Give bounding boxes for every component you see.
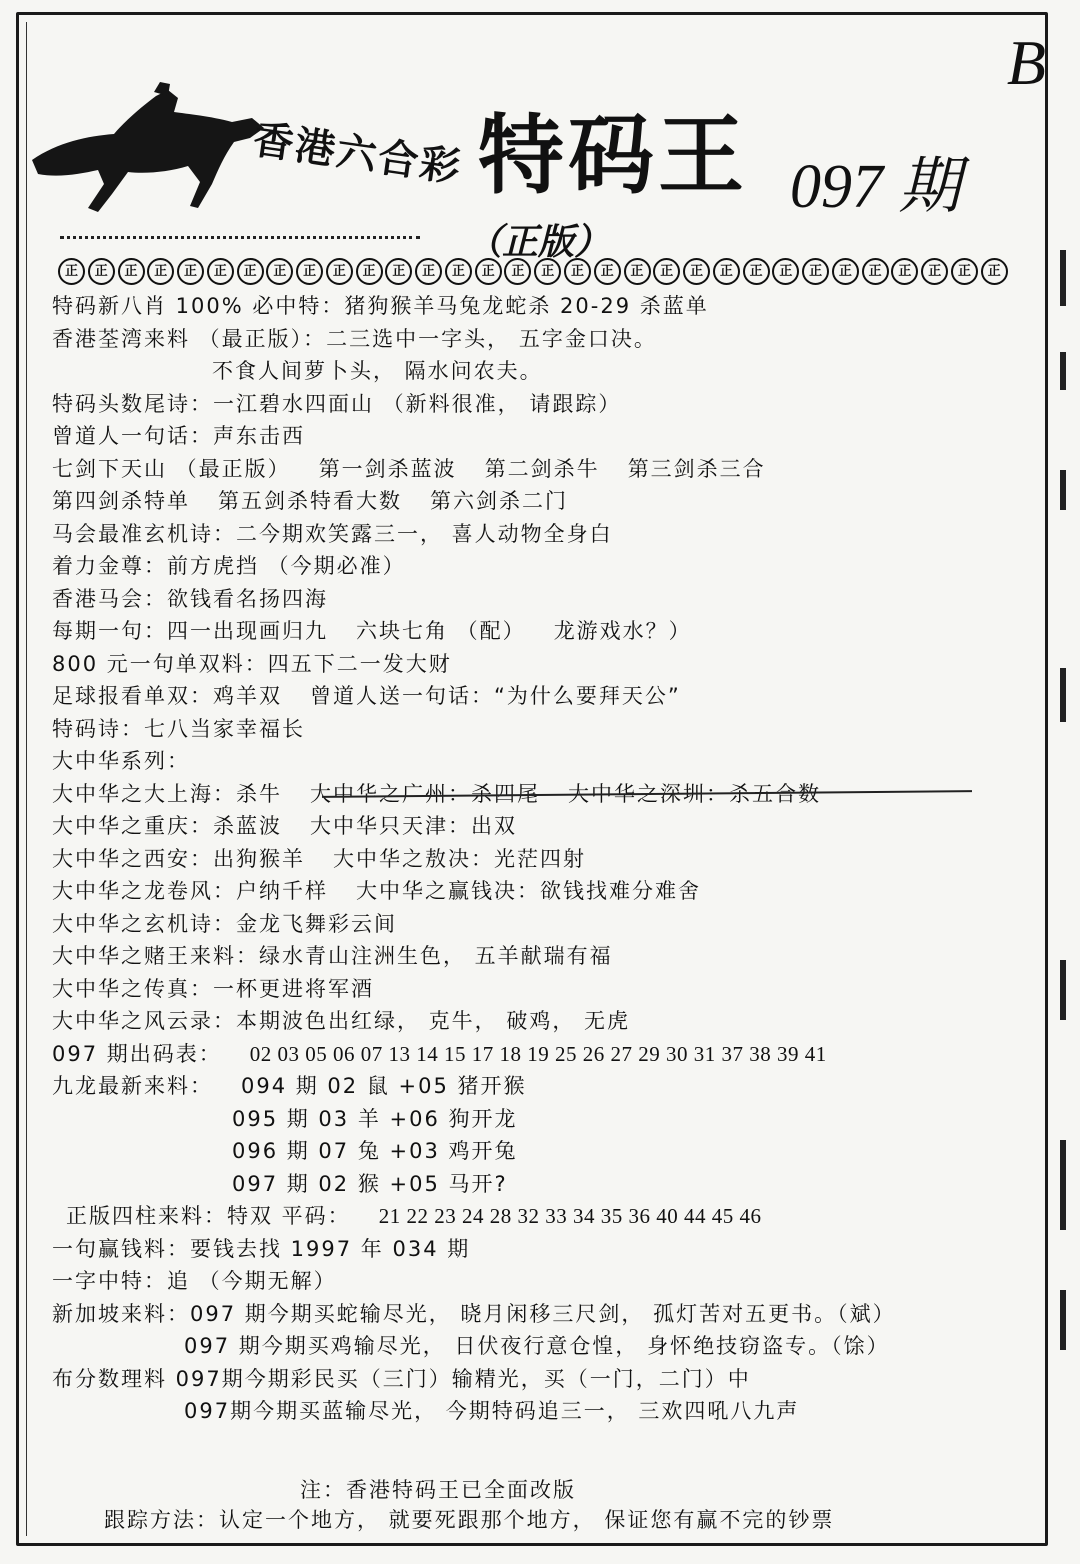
line-segment: 大中华之广州：杀四尾 [310,781,540,806]
line-segment: 097 期 02 猴 +05 马开? [232,1171,508,1196]
line-segment: 新加坡来料：097 期今期买蛇输尽光， 晓月闲移三尺剑， 孤灯苦对五更书。（斌） [52,1301,896,1326]
text-line [52,1395,1012,1428]
zheng-stamp-icon: 正 [862,258,889,285]
zheng-stamp-icon: 正 [981,258,1008,285]
zheng-stamp-icon: 正 [177,258,204,285]
line-segment: 曾道人送一句话：“为什么要拜天公” [310,684,681,708]
zheng-stamp-icon: 正 [921,258,948,285]
line-segment: 每期一句：四一出现画归九 [52,619,328,643]
zheng-stamp-icon: 正 [237,258,264,285]
line-segment: 大中华之赢钱决：欲钱找难分难舍 [356,879,701,903]
line-segment: 大中华之重庆：杀蓝波 [52,814,282,838]
text-line [52,1168,1012,1201]
line-segment: 龙游戏水？） [553,619,692,643]
line-segment: 第二剑杀牛 [484,456,600,481]
line-segment: 大中华之赌王来料：绿水青山注洲生色， 五羊献瑞有福 [52,944,613,968]
line-segment: 不食人间萝卜头， 隔水问农夫。 [212,359,543,383]
scan-edge-mark [1060,1290,1066,1350]
footer-method: 跟踪方法：认定一个地方， 就要死跟那个地方， 保证您有赢不完的钞票 [104,1508,835,1532]
text-line [52,648,1012,681]
line-segment: 大中华之敖决：光茫四射 [333,846,586,871]
zheng-stamp-icon: 正 [296,258,323,285]
line-segment: 曾道人一句话：声东击西 [52,424,305,448]
zheng-stamp-icon: 正 [624,258,651,285]
line-segment: 七剑下天山 （最正版） [52,456,291,481]
line-segment: 大中华之西安：出狗猴羊 [52,846,305,871]
line-segment: 094 期 02 鼠 +05 猪开猴 [241,1074,527,1098]
zheng-stamp-icon: 正 [713,258,740,285]
text-line [52,940,1012,973]
zheng-stamp-icon: 正 [88,258,115,285]
line-segment: 特码诗：七八当家幸福长 [52,716,305,741]
text-line [52,810,1012,843]
text-line [52,1038,1012,1071]
text-line [52,615,1012,648]
text-line [52,453,1012,486]
edition-label: （正版） [466,222,611,263]
zheng-stamp-icon: 正 [58,258,85,285]
zheng-stamp-icon: 正 [385,258,412,285]
scan-edge-mark [1060,352,1066,390]
brand-small-title: 香港六合彩 [250,116,465,192]
line-segment: 097 期出码表： [52,1041,222,1066]
line-segment: 着力金尊：前方虎挡 （今期必准） [52,554,406,578]
text-line [52,778,1012,811]
footer-note: 注：香港特码王已全面改版 [300,1478,576,1502]
line-segment: 大中华之玄机诗：金龙飞舞彩云间 [52,911,397,936]
zheng-stamp-icon: 正 [743,258,770,285]
line-segment: 九龙最新来料： [52,1074,213,1098]
stamp-row [58,256,1008,286]
line-segment: 布分数理料 097期今期彩民买（三门）输精光，买（一门，二门）中 [52,1366,751,1391]
zheng-stamp-icon: 正 [266,258,293,285]
corner-letter: B [1006,27,1046,98]
line-segment: 第五剑杀特看大数 [218,489,402,513]
zheng-stamp-icon: 正 [207,258,234,285]
text-line [52,518,1012,551]
line-segment: 大中华系列： [52,749,190,773]
scan-edge-mark [1060,250,1066,306]
zheng-stamp-icon: 正 [118,258,145,285]
scan-edge-mark [1060,668,1066,722]
zheng-stamp-icon: 正 [415,258,442,285]
line-segment: 六块七角 （配） [356,619,526,643]
zheng-stamp-icon: 正 [653,258,680,285]
line-segment: 马会最准玄机诗：二今期欢笑露三一， 喜人动物全身白 [52,521,613,546]
zheng-stamp-icon: 正 [832,258,859,285]
line-segment: 大中华只天津：出双 [310,814,517,838]
text-line [52,290,1012,323]
text-line [52,485,1012,518]
text-line [52,388,1012,421]
text-line [52,1070,1012,1103]
prediction-content [52,290,1012,1428]
text-line [52,908,1012,941]
brand-big-title: 特码王 [478,106,748,206]
text-line [52,843,1012,876]
line-segment: 21 22 23 24 28 32 33 34 35 36 40 44 45 46 [378,1204,762,1228]
scan-edge-mark [1060,1140,1066,1230]
zheng-stamp-icon: 正 [594,258,621,285]
scan-edge-mark [1060,960,1066,1020]
line-segment: 第六剑杀二门 [430,489,568,513]
zheng-stamp-icon: 正 [951,258,978,285]
line-segment: 特码新八肖 100% 必中特：猪狗猴羊马兔龙蛇杀 20-29 杀蓝单 [52,294,709,318]
text-line [52,1233,1012,1266]
text-line [52,1265,1012,1298]
text-line [52,583,1012,616]
text-line [52,1005,1012,1038]
line-segment: 095 期 03 羊 +06 狗开龙 [232,1106,518,1131]
zheng-stamp-icon: 正 [683,258,710,285]
text-line [52,680,1012,713]
zheng-stamp-icon: 正 [356,258,383,285]
text-line [52,1200,1012,1233]
scan-edge-mark [1060,470,1066,510]
issue-number: 097 期 [790,153,961,221]
zheng-stamp-icon: 正 [475,258,502,285]
line-segment: 第一剑杀蓝波 [318,456,457,481]
line-segment: 足球报看单双：鸡羊双 [52,684,282,708]
text-line [52,323,1012,356]
zheng-stamp-icon: 正 [504,258,531,285]
line-segment: 大中华之传真：一杯更进将军酒 [52,976,374,1001]
text-line [52,1135,1012,1168]
line-segment: 第三剑杀三合 [627,456,766,481]
line-segment: 大中华之大上海：杀牛 [52,781,282,806]
text-line [52,1103,1012,1136]
zheng-stamp-icon: 正 [445,258,472,285]
zheng-stamp-icon: 正 [147,258,174,285]
line-segment: 大中华之风云录：本期波色出红绿， 克牛， 破鸡， 无虎 [52,1009,631,1033]
horse-rider-logo [28,82,268,222]
line-segment: 大中华之深圳：杀五合数 [568,781,821,806]
text-line [52,1298,1012,1331]
text-line [52,1330,1012,1363]
text-line [52,713,1012,746]
line-segment: 096 期 07 兔 +03 鸡开兔 [232,1139,518,1163]
text-line [52,973,1012,1006]
line-segment: 香港马会：欲钱看名扬四海 [52,586,328,611]
dotted-divider [60,236,420,239]
line-segment: 特码头数尾诗：一江碧水四面山 （新料很准， 请跟踪） [52,391,622,416]
line-segment: 大中华之龙卷风：户纳千样 [52,879,328,903]
text-line [52,355,1012,388]
text-line [52,875,1012,908]
line-segment: 097期今期买蓝输尽光， 今期特码追三一， 三欢四吼八九声 [184,1399,800,1423]
line-segment: 香港荃湾来料 （最正版）：二三选中一字头， 五字金口决。 [52,326,657,351]
zheng-stamp-icon: 正 [564,258,591,285]
text-line [52,1363,1012,1396]
zheng-stamp-icon: 正 [534,258,561,285]
line-segment: 800 元一句单双料：四五下二一发大财 [52,651,452,676]
text-line [52,550,1012,583]
zheng-stamp-icon: 正 [891,258,918,285]
line-segment: 097 期今期买鸡输尽光， 日伏夜行意仓惶， 身怀绝技窃盗专。（馀） [184,1334,890,1358]
line-segment: 一句赢钱料：要钱去找 1997 年 034 期 [52,1236,471,1261]
zheng-stamp-icon: 正 [772,258,799,285]
text-line [52,745,1012,778]
line-segment: 一字中特：追 （今期无解） [52,1269,337,1293]
line-segment: 02 03 05 06 07 13 14 15 17 18 19 25 26 27 29 30 31 37 38 39 41 [249,1041,827,1066]
text-line [52,420,1012,453]
line-segment: 第四剑杀特单 [52,489,190,513]
zheng-stamp-icon: 正 [802,258,829,285]
zheng-stamp-icon: 正 [326,258,353,285]
line-segment: 正版四柱来料：特双 平码： [66,1204,351,1228]
